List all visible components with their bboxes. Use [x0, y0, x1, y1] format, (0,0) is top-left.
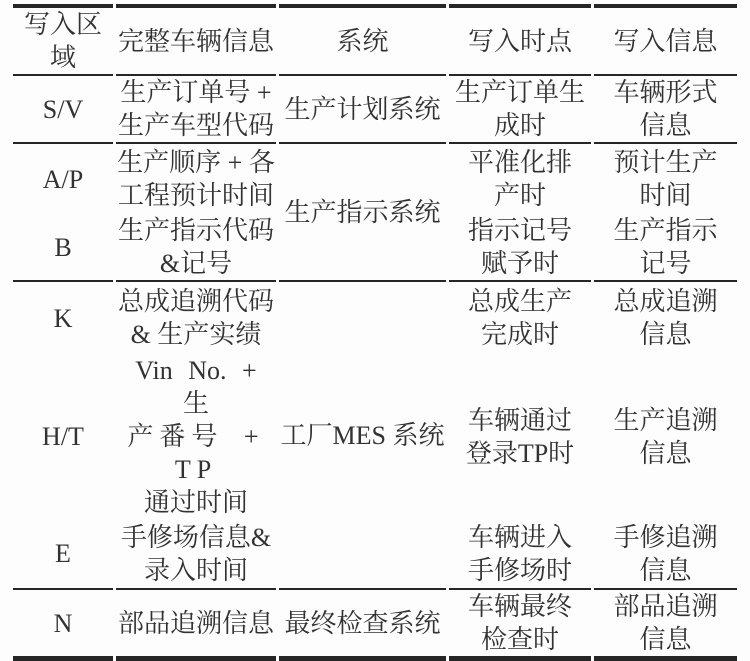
cell-system: 最终检查系统: [279, 590, 446, 661]
cell-vehicle-info: [116, 354, 276, 519]
cell-line: 信息: [639, 111, 692, 140]
cell-line: 车辆通过: [467, 405, 572, 435]
table-row-k: [13, 282, 737, 354]
col-header-write-info: 写入信息: [594, 4, 737, 76]
cell-line: 手修追溯: [613, 522, 718, 552]
cell-write-time: [449, 590, 591, 661]
cell-write-area: A/P: [42, 164, 84, 194]
cell-write-area: N: [13, 590, 113, 661]
cell-write-area: H/T: [42, 422, 84, 451]
cell-line: 信息: [639, 625, 692, 654]
cell-line: 登录TP时: [465, 438, 575, 468]
vin-write-area-table: [10, 4, 740, 661]
cell-line: 生产指示代码: [117, 216, 274, 245]
cell-line: 平准化排: [467, 148, 572, 177]
cell-line: 总成追溯: [613, 287, 718, 316]
cell-line: 信息: [639, 438, 692, 468]
cell-write-time: [449, 214, 591, 282]
cell-vehicle-info: [116, 282, 276, 354]
cell-line: 录入时间: [143, 555, 248, 585]
cell-write-area: S/V: [13, 76, 113, 144]
cell-write-time: [449, 144, 591, 214]
col-header-system: 系统: [279, 4, 446, 76]
cell-line: 部品追溯: [613, 592, 718, 621]
cell-line: 生产订单生: [454, 78, 585, 107]
cell-system-merged: 工厂MES 系统: [279, 282, 446, 590]
cell-write-info: [594, 282, 737, 354]
cell-write-info: [594, 519, 737, 590]
cell-vehicle-info: [116, 144, 276, 214]
cell-system: 生产计划系统: [279, 76, 446, 144]
cell-write-area: B: [13, 214, 113, 282]
cell-line: 总成追溯代码: [117, 287, 274, 316]
cell-line: 生产顺序 + 各: [117, 148, 275, 177]
cell-line: 时间: [639, 181, 692, 210]
cell-line: 信息: [639, 555, 692, 585]
cell-write-time: [449, 282, 591, 354]
cell-system-merged: 生产指示系统: [279, 144, 446, 282]
cell-line: 检查时: [480, 625, 559, 654]
cell-write-time: [449, 76, 591, 144]
cell-line: 车辆形式: [613, 78, 718, 107]
cell-write-info: [594, 76, 737, 144]
table-row-n: [13, 590, 737, 661]
cell-write-time: [449, 519, 591, 590]
cell-line: 车辆最终: [467, 592, 572, 621]
cell-line: 信息: [639, 320, 692, 349]
cell-line: 生产车型代码: [117, 111, 274, 140]
cell-line: 通过时间: [143, 488, 248, 517]
cell-line: 工程预计时间: [117, 181, 274, 210]
cell-vehicle-info: 部品追溯信息: [116, 590, 276, 661]
cell-line: &记号: [159, 249, 233, 278]
cell-line: 完成时: [480, 320, 559, 349]
cell-write-info: [594, 354, 737, 519]
cell-line: 预计生产: [613, 148, 718, 177]
cell-line: 手修场信息&: [120, 522, 272, 552]
cell-line: 成时: [493, 111, 546, 140]
cell-write-area: K: [53, 303, 73, 333]
cell-line: Vin No. + 生: [135, 356, 257, 418]
cell-write-info: [594, 144, 737, 214]
cell-line: 指示记号: [467, 216, 572, 245]
cell-line: & 生产实绩: [130, 320, 262, 349]
table-row-sv: [13, 76, 737, 144]
col-header-write-time: 写入时点: [449, 4, 591, 76]
cell-line: 记号: [639, 249, 692, 278]
cell-line: 手修场时: [467, 555, 572, 585]
cell-line: 生产指示: [613, 216, 718, 245]
cell-vehicle-info: [116, 519, 276, 590]
cell-line: 产时: [493, 181, 546, 210]
cell-write-area: E: [13, 519, 113, 590]
cell-vehicle-info: [116, 76, 276, 144]
cell-line: 赋予时: [480, 249, 559, 278]
cell-write-info: [594, 590, 737, 661]
cell-line: 生产追溯: [613, 405, 718, 435]
cell-line: 生产订单号 +: [120, 78, 272, 107]
col-header-write-area: 写入区域: [13, 4, 113, 76]
table-row-ap: [13, 144, 737, 214]
cell-line: 车辆进入: [467, 522, 572, 552]
cell-vehicle-info: [116, 214, 276, 282]
cell-line: 总成生产: [467, 287, 572, 316]
col-header-vehicle-info: 完整车辆信息: [116, 4, 276, 76]
header-row: [13, 4, 737, 76]
cell-write-time: [449, 354, 591, 519]
cell-write-info: [594, 214, 737, 282]
cell-line: 产番号 + TP: [127, 422, 265, 484]
